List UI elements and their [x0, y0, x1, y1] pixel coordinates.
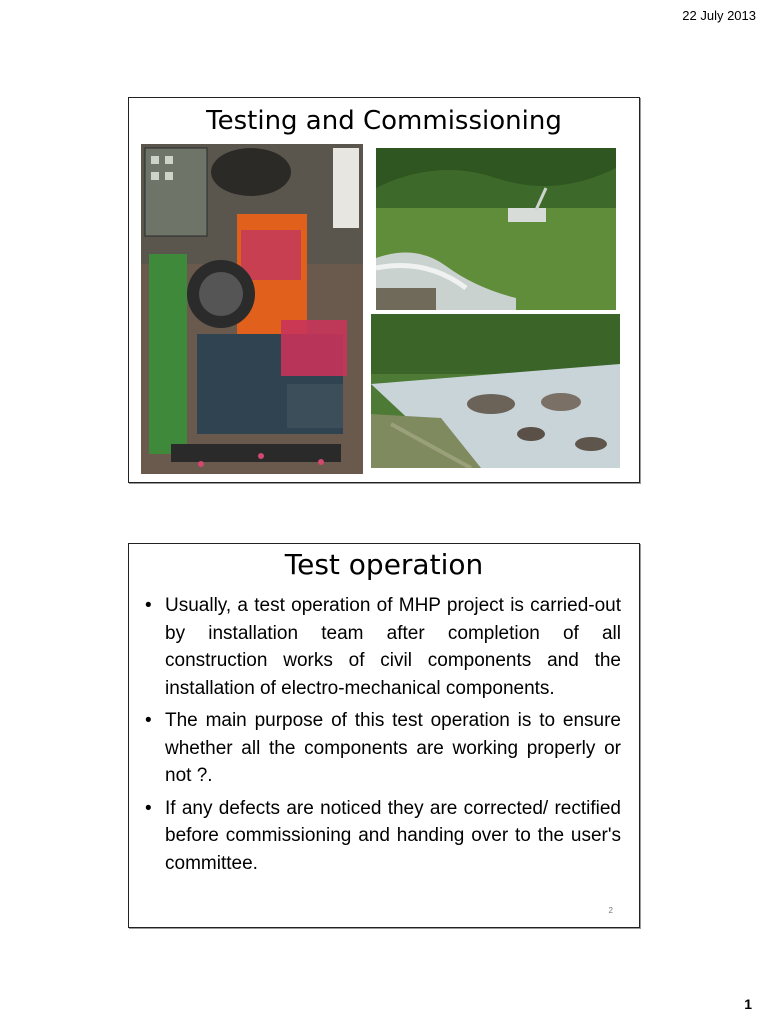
bullet-list [143, 592, 621, 882]
slide-testing-commissioning [128, 97, 640, 483]
bullet-text: Usually, a test operation of MHP project is carried-out by installation team after completion of all construction works of civil components and the installation of electro-mechanical components. [165, 595, 621, 699]
bullet-dot-icon: • [145, 797, 152, 819]
slide-title: Testing and Commissioning [206, 106, 562, 136]
page-number: 1 [744, 996, 752, 1012]
turbine-generator-photo [141, 144, 363, 474]
bullet-dot-icon: • [145, 710, 152, 731]
bullet-text: The main purpose of this test operation is to ensure whether all the components are working properly or not ?. [165, 710, 621, 786]
slide-title: Test operation [284, 548, 484, 581]
bullet-item [143, 707, 621, 790]
bullet-text: If any defects are noticed they are corrected/ rectified before commissioning and handing over to the user's committee. [165, 797, 621, 874]
bullet-dot-icon: • [145, 595, 152, 616]
header-date: 22 July 2013 [682, 8, 756, 23]
river-powerhouse-photo [376, 148, 616, 310]
bullet-item [143, 592, 621, 702]
slide-number: 2 [608, 906, 613, 915]
bullet-item [143, 795, 621, 878]
slide-test-operation [128, 543, 640, 928]
river-rocks-photo [371, 314, 620, 468]
